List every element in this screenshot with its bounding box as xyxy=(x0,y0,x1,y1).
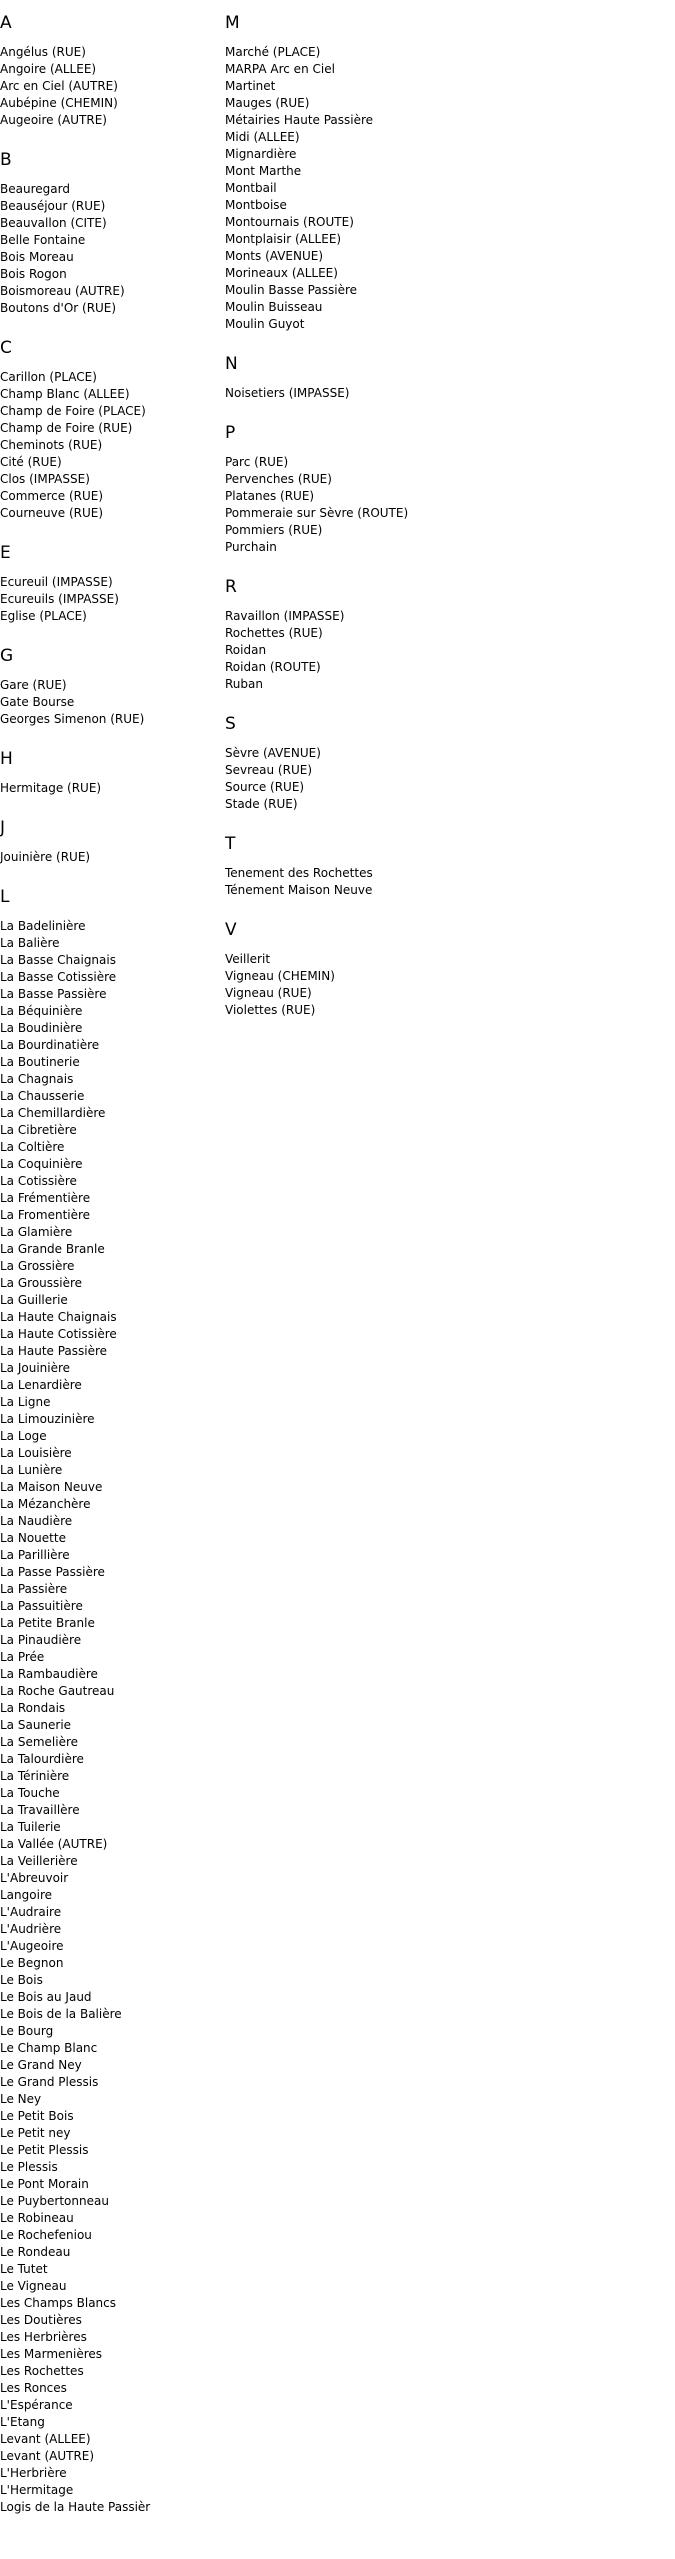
street-index-right-column xyxy=(225,0,665,1040)
street-link[interactable]: Jouinière (RUE) xyxy=(0,850,91,864)
street-link[interactable]: La Bourdinatière xyxy=(0,1038,100,1052)
street-link[interactable]: La Naudière xyxy=(0,1514,73,1528)
street-link[interactable]: MARPA Arc en Ciel xyxy=(225,62,335,76)
street-link[interactable]: La Parillière xyxy=(0,1548,70,1562)
letter-heading: P xyxy=(225,423,236,443)
street-link[interactable]: Le Bois au Jaud xyxy=(0,1990,92,2004)
street-link[interactable]: Logis de la Haute Passièr xyxy=(0,2500,151,2514)
street-link[interactable]: Platanes (RUE) xyxy=(225,489,315,503)
street-link[interactable]: Montbail xyxy=(225,181,277,195)
street-link[interactable]: La Passière xyxy=(0,1582,68,1596)
letter-heading: R xyxy=(225,577,237,597)
street-link[interactable]: Midi (ALLEE) xyxy=(225,130,300,144)
street-link[interactable]: La Balière xyxy=(0,936,60,950)
letter-heading: M xyxy=(225,13,240,33)
street-link[interactable]: La Tuilerie xyxy=(0,1820,61,1834)
street-link[interactable]: Les Marmenières xyxy=(0,2347,103,2361)
street-link[interactable]: Boutons d'Or (RUE) xyxy=(0,301,117,315)
street-link[interactable]: La Saunerie xyxy=(0,1718,72,1732)
letter-section-t xyxy=(225,834,665,899)
street-link[interactable]: Mignardière xyxy=(225,147,297,161)
street-index-left-column xyxy=(0,0,225,2537)
street-link[interactable]: Gate Bourse xyxy=(0,695,75,709)
street-link[interactable]: L'Espérance xyxy=(0,2398,73,2412)
street-link[interactable]: La Térinière xyxy=(0,1769,70,1783)
letter-heading: N xyxy=(225,354,238,374)
street-link[interactable]: Violettes (RUE) xyxy=(225,1003,316,1017)
street-link[interactable]: Moulin Guyot xyxy=(225,317,305,331)
street-link[interactable]: Carillon (PLACE) xyxy=(0,370,97,384)
street-link[interactable]: Le Bourg xyxy=(0,2024,54,2038)
letter-heading: C xyxy=(0,338,12,358)
street-link[interactable]: Montournais (ROUTE) xyxy=(225,215,354,229)
street-link[interactable]: La Basse Passière xyxy=(0,987,107,1001)
street-link[interactable]: La Semelière xyxy=(0,1735,79,1749)
street-link[interactable]: Marché (PLACE) xyxy=(225,45,321,59)
street-link[interactable]: La Prée xyxy=(0,1650,45,1664)
street-link[interactable]: L'Etang xyxy=(0,2415,45,2429)
street-link[interactable]: L'Audrière xyxy=(0,1922,62,1936)
street-link[interactable]: Clos (IMPASSE) xyxy=(0,472,90,486)
street-link[interactable]: Stade (RUE) xyxy=(225,797,298,811)
street-link[interactable]: Le Bois xyxy=(0,1973,43,1987)
street-link[interactable]: La Lunière xyxy=(0,1463,63,1477)
street-link[interactable]: Le Petit ney xyxy=(0,2126,71,2140)
street-link[interactable]: Le Rochefeniou xyxy=(0,2228,92,2242)
street-link[interactable]: L'Audraire xyxy=(0,1905,62,1919)
street-link[interactable]: La Chausserie xyxy=(0,1089,85,1103)
street-link[interactable]: Moulin Basse Passière xyxy=(225,283,357,297)
street-link[interactable]: Angoire (ALLEE) xyxy=(0,62,97,76)
street-link[interactable]: Le Rondeau xyxy=(0,2245,71,2259)
street-link[interactable]: Champ de Foire (PLACE) xyxy=(0,404,146,418)
letter-section-e xyxy=(0,543,225,625)
street-link[interactable]: La Boutinerie xyxy=(0,1055,80,1069)
street-link[interactable]: Le Pont Morain xyxy=(0,2177,89,2191)
street-link[interactable]: Les Champs Blancs xyxy=(0,2296,117,2310)
street-link[interactable]: Tenement des Rochettes xyxy=(225,866,373,880)
street-link[interactable]: Rochettes (RUE) xyxy=(225,626,323,640)
street-link[interactable]: Pervenches (RUE) xyxy=(225,472,332,486)
street-link[interactable]: Le Champ Blanc xyxy=(0,2041,98,2055)
street-link[interactable]: La Coltière xyxy=(0,1140,65,1154)
street-link[interactable]: Morineaux (ALLEE) xyxy=(225,266,338,280)
street-link[interactable]: Champ Blanc (ALLEE) xyxy=(0,387,130,401)
street-link[interactable]: La Basse Chaignais xyxy=(0,953,116,967)
street-link[interactable]: La Cibretière xyxy=(0,1123,77,1137)
street-link[interactable]: Montboise xyxy=(225,198,287,212)
letter-heading: L xyxy=(0,887,10,907)
street-link[interactable]: Le Grand Ney xyxy=(0,2058,82,2072)
street-link[interactable]: La Haute Chaignais xyxy=(0,1310,117,1324)
street-link[interactable]: Levant (ALLEE) xyxy=(0,2432,91,2446)
letter-heading: A xyxy=(0,13,12,33)
street-link[interactable]: La Talourdière xyxy=(0,1752,84,1766)
street-link[interactable]: L'Augeoire xyxy=(0,1939,64,1953)
street-link[interactable]: Langoire xyxy=(0,1888,52,1902)
street-link[interactable]: Sevreau (RUE) xyxy=(225,763,312,777)
street-link[interactable]: Source (RUE) xyxy=(225,780,305,794)
street-link[interactable]: Bois Moreau xyxy=(0,250,74,264)
street-link[interactable]: Le Ney xyxy=(0,2092,42,2106)
street-link[interactable]: Le Robineau xyxy=(0,2211,74,2225)
street-link[interactable]: Purchain xyxy=(225,540,277,554)
street-link[interactable]: Ruban xyxy=(225,677,263,691)
street-link[interactable]: Le Bois de la Balière xyxy=(0,2007,122,2021)
letter-section-r xyxy=(225,577,665,693)
street-link[interactable]: La Chagnais xyxy=(0,1072,74,1086)
street-link[interactable]: Vigneau (CHEMIN) xyxy=(225,969,335,983)
street-link[interactable]: Courneuve (RUE) xyxy=(0,506,104,520)
street-link[interactable]: Commerce (RUE) xyxy=(0,489,104,503)
letter-section-v xyxy=(225,920,665,1019)
street-link[interactable]: La Petite Branle xyxy=(0,1616,95,1630)
street-link[interactable]: La Frémentière xyxy=(0,1191,91,1205)
street-link[interactable]: L'Herbrière xyxy=(0,2466,67,2480)
street-link[interactable]: La Grande Branle xyxy=(0,1242,105,1256)
street-link[interactable]: Les Herbrières xyxy=(0,2330,87,2344)
street-link[interactable]: Les Rochettes xyxy=(0,2364,84,2378)
letter-section-p xyxy=(225,423,665,556)
letter-heading: V xyxy=(225,920,237,940)
street-link[interactable]: La Haute Cotissière xyxy=(0,1327,117,1341)
street-link[interactable]: La Limouzinière xyxy=(0,1412,95,1426)
street-link[interactable]: La Travaillère xyxy=(0,1803,80,1817)
letter-heading: T xyxy=(225,834,236,854)
street-link[interactable]: Beauregard xyxy=(0,182,70,196)
letter-heading: J xyxy=(0,818,6,838)
letter-section-n xyxy=(225,354,665,402)
street-link[interactable]: La Cotissière xyxy=(0,1174,77,1188)
street-link[interactable]: Le Plessis xyxy=(0,2160,58,2174)
street-link[interactable]: Ravaillon (IMPASSE) xyxy=(225,609,345,623)
street-link[interactable]: Mauges (RUE) xyxy=(225,96,310,110)
letter-section-a xyxy=(0,13,225,129)
street-link[interactable]: Mont Marthe xyxy=(225,164,302,178)
street-link[interactable]: Augeoire (AUTRE) xyxy=(0,113,107,127)
letter-heading: E xyxy=(0,543,11,563)
letter-heading: H xyxy=(0,749,13,769)
street-link[interactable]: Bois Rogon xyxy=(0,267,67,281)
street-link[interactable]: Champ de Foire (RUE) xyxy=(0,421,133,435)
letter-heading: S xyxy=(225,714,236,734)
street-link[interactable]: La Jouinière xyxy=(0,1361,71,1375)
street-link[interactable]: Angélus (RUE) xyxy=(0,45,86,59)
street-link[interactable]: La Basse Cotissière xyxy=(0,970,117,984)
street-link[interactable]: Ecureuil (IMPASSE) xyxy=(0,575,113,589)
street-link[interactable]: La Mézanchère xyxy=(0,1497,91,1511)
street-link[interactable]: Gare (RUE) xyxy=(0,678,67,692)
street-link[interactable]: Monts (AVENUE) xyxy=(225,249,324,263)
street-link[interactable]: Montplaisir (ALLEE) xyxy=(225,232,342,246)
street-link[interactable]: La Nouette xyxy=(0,1531,66,1545)
street-link[interactable]: Boismoreau (AUTRE) xyxy=(0,284,125,298)
street-link[interactable]: Beauvallon (CITE) xyxy=(0,216,107,230)
letter-section-g xyxy=(0,646,225,728)
street-link[interactable]: La Boudinière xyxy=(0,1021,83,1035)
street-link[interactable]: Le Puybertonneau xyxy=(0,2194,109,2208)
street-link[interactable]: Les Doutières xyxy=(0,2313,82,2327)
street-link[interactable]: Les Ronces xyxy=(0,2381,67,2395)
letter-heading: G xyxy=(0,646,14,666)
street-link[interactable]: La Vallée (AUTRE) xyxy=(0,1837,108,1851)
street-link[interactable]: L'Hermitage xyxy=(0,2483,74,2497)
street-link[interactable]: Le Petit Bois xyxy=(0,2109,74,2123)
letter-section-l xyxy=(0,887,225,2516)
street-link[interactable]: La Passe Passière xyxy=(0,1565,105,1579)
street-link[interactable]: La Badelinière xyxy=(0,919,86,933)
street-link[interactable]: Vigneau (RUE) xyxy=(225,986,312,1000)
street-link[interactable]: La Groussière xyxy=(0,1276,83,1290)
street-link[interactable]: La Fromentière xyxy=(0,1208,91,1222)
street-link[interactable]: Veillerit xyxy=(225,952,271,966)
street-link[interactable]: La Lenardière xyxy=(0,1378,82,1392)
street-link[interactable]: Le Grand Plessis xyxy=(0,2075,99,2089)
street-link[interactable]: Le Petit Plessis xyxy=(0,2143,89,2157)
street-link[interactable]: La Loge xyxy=(0,1429,47,1443)
letter-section-j xyxy=(0,818,225,866)
street-link[interactable]: Sèvre (AVENUE) xyxy=(225,746,321,760)
street-link[interactable]: Le Vigneau xyxy=(0,2279,67,2293)
street-link[interactable]: Beauséjour (RUE) xyxy=(0,199,106,213)
street-link[interactable]: Roidan (ROUTE) xyxy=(225,660,321,674)
street-link[interactable]: Le Begnon xyxy=(0,1956,64,1970)
street-link[interactable]: Cheminots (RUE) xyxy=(0,438,103,452)
street-link[interactable]: Ecureuils (IMPASSE) xyxy=(0,592,119,606)
letter-section-c xyxy=(0,338,225,522)
street-link[interactable]: Arc en Ciel (AUTRE) xyxy=(0,79,118,93)
street-link[interactable]: La Rambaudière xyxy=(0,1667,98,1681)
street-link[interactable]: La Touche xyxy=(0,1786,60,1800)
street-link[interactable]: Parc (RUE) xyxy=(225,455,289,469)
street-link[interactable]: La Rondais xyxy=(0,1701,66,1715)
street-link[interactable]: La Louisière xyxy=(0,1446,72,1460)
letter-section-s xyxy=(225,714,665,813)
street-link[interactable]: L'Abreuvoir xyxy=(0,1871,69,1885)
street-link[interactable]: Levant (AUTRE) xyxy=(0,2449,95,2463)
street-link[interactable]: La Passuitière xyxy=(0,1599,83,1613)
letter-section-h xyxy=(0,749,225,797)
street-link[interactable]: La Béquinière xyxy=(0,1004,83,1018)
street-link[interactable]: La Veillerière xyxy=(0,1854,78,1868)
street-link[interactable]: Georges Simenon (RUE) xyxy=(0,712,145,726)
street-link[interactable]: La Coquinière xyxy=(0,1157,83,1171)
street-link[interactable]: La Pinaudière xyxy=(0,1633,82,1647)
street-link[interactable]: La Grossière xyxy=(0,1259,75,1273)
street-link[interactable]: Le Tutet xyxy=(0,2262,48,2276)
street-link[interactable]: La Haute Passière xyxy=(0,1344,108,1358)
street-link[interactable]: Ténement Maison Neuve xyxy=(225,883,373,897)
street-link[interactable]: Moulin Buisseau xyxy=(225,300,323,314)
street-link[interactable]: La Chemillardière xyxy=(0,1106,106,1120)
street-link[interactable]: La Glamière xyxy=(0,1225,73,1239)
street-link[interactable]: Noisetiers (IMPASSE) xyxy=(225,386,350,400)
street-link[interactable]: La Guillerie xyxy=(0,1293,68,1307)
street-link[interactable]: Aubépine (CHEMIN) xyxy=(0,96,118,110)
street-link[interactable]: Cité (RUE) xyxy=(0,455,62,469)
street-link[interactable]: Pommiers (RUE) xyxy=(225,523,323,537)
street-link[interactable]: Pommeraie sur Sèvre (ROUTE) xyxy=(225,506,409,520)
street-link[interactable]: La Maison Neuve xyxy=(0,1480,103,1494)
street-link[interactable]: Eglise (PLACE) xyxy=(0,609,87,623)
street-link[interactable]: Hermitage (RUE) xyxy=(0,781,102,795)
street-link[interactable]: La Roche Gautreau xyxy=(0,1684,115,1698)
street-link[interactable]: Roidan xyxy=(225,643,267,657)
street-link[interactable]: La Ligne xyxy=(0,1395,51,1409)
street-link[interactable]: Métairies Haute Passière xyxy=(225,113,374,127)
street-link[interactable]: Belle Fontaine xyxy=(0,233,86,247)
letter-section-m xyxy=(225,13,665,333)
letter-heading: B xyxy=(0,150,12,170)
letter-section-b xyxy=(0,150,225,317)
street-link[interactable]: Martinet xyxy=(225,79,276,93)
